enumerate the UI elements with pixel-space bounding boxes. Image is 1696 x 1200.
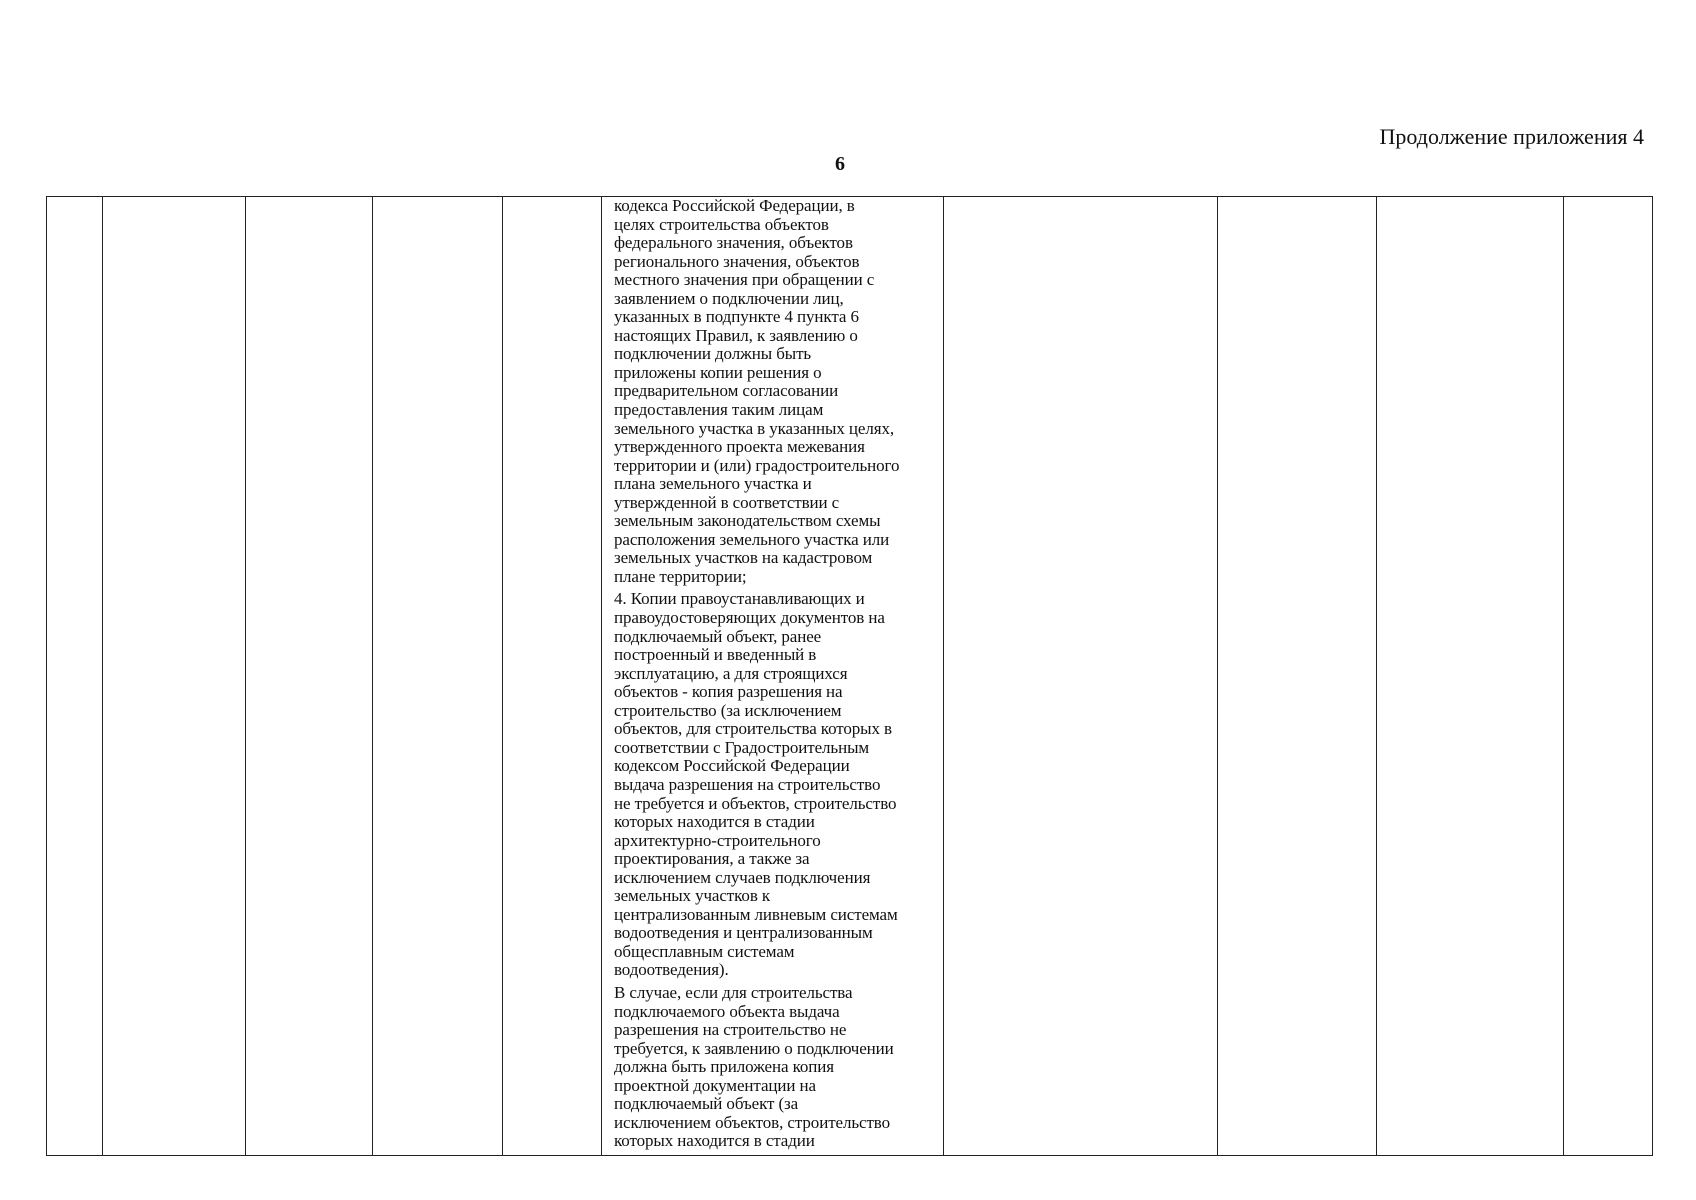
table-row — [47, 197, 1653, 1156]
table-cell-col5 — [503, 197, 602, 1156]
text-paragraph-1: кодекса Российской Федерации, в целях строительства объектов федерального значения, объектов регионального значения, объектов местного значения при обращении с заявлением о подключении лиц, указанных в подпункте 4 пункта 6 настоящих Правил, к заявлению о подключении должны быть приложены копии решения о предварительном согласовании предоставления таким лицам земельного участка в указанных целях, утвержденного проекта межевания территории и (или) градостроительного плана земельного участка и утвержденной в соответствии с земельным законодательством схемы расположения земельного участка или земельных участков на кадастровом плане территории; — [614, 196, 900, 586]
table-cell-requirements-text — [602, 197, 944, 1156]
text-paragraph-2: 4. Копии правоустанавливающих и правоудостоверяющих документов на подключаемый объект, ранее построенный и введенный в эксплуатацию, а для строящихся объектов - копия разрешения на строительство (за исключением объектов, для строительства которых в соответствии с Градостроительным кодексом Российской Федерации выдача разрешения на строительство не требуется и объектов, строительство которых находится в стадии архитектурно-строительного проектирования, а также за исключением случаев подключения земельных участков к централизованным ливневым системам водоотведения и централизованным общесплавным системам водоотведения). — [614, 589, 898, 980]
table-cell-col2 — [103, 197, 246, 1156]
table-cell-col1 — [47, 197, 103, 1156]
table-cell-col10 — [1564, 197, 1653, 1156]
page-number: 6 — [835, 153, 845, 175]
table-cell-col7 — [944, 197, 1218, 1156]
table-cell-col8 — [1218, 197, 1377, 1156]
table-cell-col3 — [246, 197, 373, 1156]
table-cell-col9 — [1377, 197, 1564, 1156]
text-paragraph-3: В случае, если для строительства подключаемого объекта выдача разрешения на строительство не требуется, к заявлению о подключении должна быть приложена копия проектной документации на подключаемый объект (за исключением объектов, строительство которых находится в стадии — [614, 982, 894, 1151]
table-cell-col4 — [373, 197, 503, 1156]
document-table — [46, 196, 1653, 1156]
continuation-header: Продолжение приложения 4 — [1379, 124, 1644, 149]
